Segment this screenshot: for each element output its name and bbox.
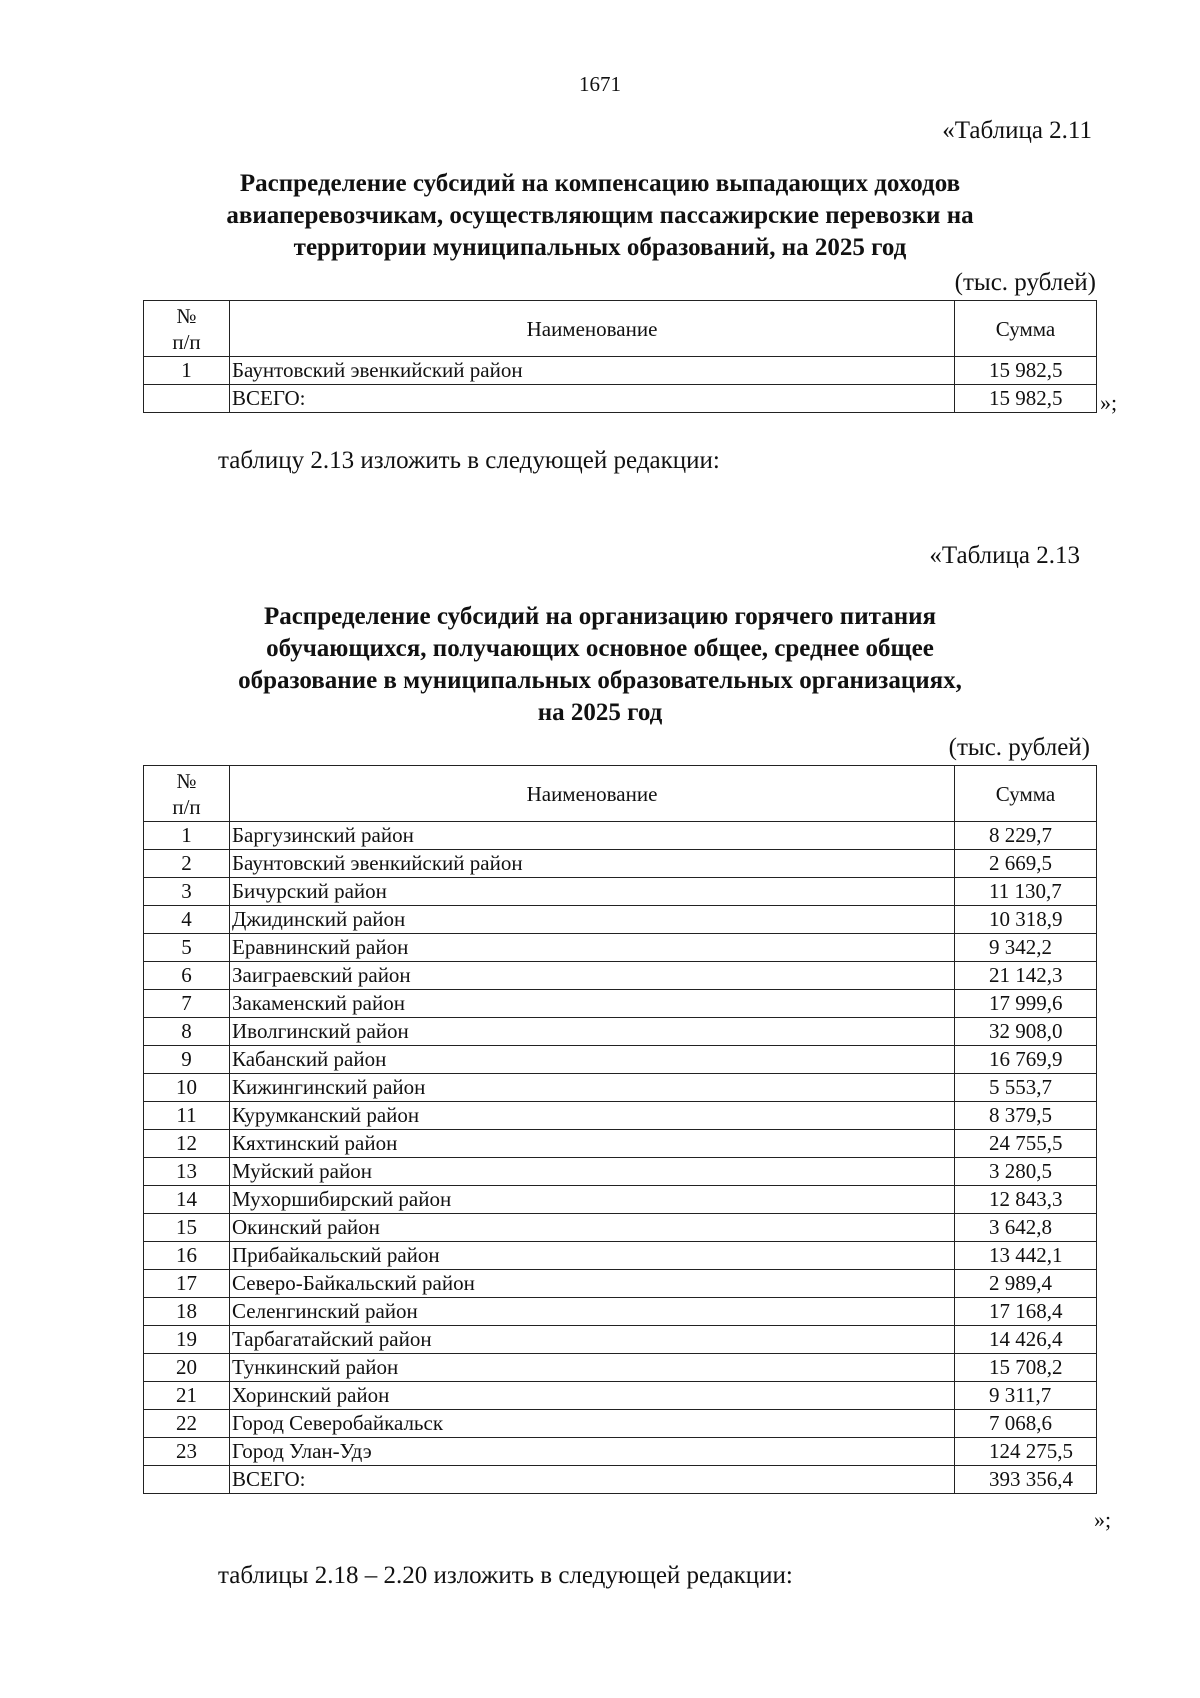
row-num: 11 (144, 1102, 230, 1130)
row-num: 3 (144, 878, 230, 906)
header-name: Наименование (230, 766, 955, 822)
row-num: 1 (144, 357, 230, 385)
table-row (144, 1298, 1097, 1326)
row-sum: 13 442,1 (955, 1242, 1097, 1270)
row-name: Курумканский район (230, 1102, 955, 1130)
row-num: 1 (144, 822, 230, 850)
row-sum: 8 229,7 (955, 822, 1097, 850)
row-name: Заиграевский район (230, 962, 955, 990)
table-row (144, 1130, 1097, 1158)
header-sum: Сумма (955, 766, 1097, 822)
table2-title-line: образование в муниципальных образовательных организациях, (238, 667, 962, 694)
table-row (144, 357, 1097, 385)
total-sum: 393 356,4 (955, 1466, 1097, 1494)
table-row (144, 934, 1097, 962)
header-num: № п/п (144, 766, 230, 822)
table1-title-line: авиаперевозчикам, осуществляющим пассажирские перевозки на (226, 202, 974, 229)
table-row (144, 1438, 1097, 1466)
table-row (144, 878, 1097, 906)
row-num: 17 (144, 1270, 230, 1298)
row-num: 20 (144, 1354, 230, 1382)
row-num: 15 (144, 1214, 230, 1242)
table-row (144, 1214, 1097, 1242)
row-sum: 14 426,4 (955, 1326, 1097, 1354)
row-name: Город Улан-Удэ (230, 1438, 955, 1466)
row-num: 6 (144, 962, 230, 990)
table2-caption: «Таблица 2.13 (929, 542, 1080, 569)
table2-title-line: на 2025 год (537, 699, 663, 726)
table-header-row (144, 301, 1097, 357)
table-row (144, 1382, 1097, 1410)
table2-units: (тыс. рублей) (948, 734, 1090, 761)
row-sum: 5 553,7 (955, 1074, 1097, 1102)
table-row (144, 1186, 1097, 1214)
table-total-row (144, 1466, 1097, 1494)
table2-title-line: Распределение субсидий на организацию горячего питания (263, 603, 937, 630)
page-number: 1671 (579, 72, 621, 96)
row-name: Кяхтинский район (230, 1130, 955, 1158)
row-num: 21 (144, 1382, 230, 1410)
table2-closing-quote: »; (1094, 1507, 1112, 1532)
table-row (144, 990, 1097, 1018)
table1-title (140, 168, 1060, 264)
row-name: Баунтовский эвенкийский район (230, 850, 955, 878)
row-sum: 8 379,5 (955, 1102, 1097, 1130)
row-name: Баунтовский эвенкийский район (230, 357, 955, 385)
paragraph-2: таблицы 2.18 – 2.20 изложить в следующей редакции: (218, 1562, 793, 1589)
table-row (144, 1410, 1097, 1438)
total-label: ВСЕГО: (230, 385, 955, 413)
row-num: 4 (144, 906, 230, 934)
table1-closing-quote: »; (1100, 390, 1118, 415)
row-num: 10 (144, 1074, 230, 1102)
table-row (144, 1018, 1097, 1046)
table-row (144, 1158, 1097, 1186)
table1-title-line: территории муниципальных образований, на 2025 год (293, 234, 907, 261)
row-name: Мухоршибирский район (230, 1186, 955, 1214)
row-name: Окинский район (230, 1214, 955, 1242)
header-num-line: № п/п (172, 303, 201, 354)
row-num: 19 (144, 1326, 230, 1354)
header-name: Наименование (230, 301, 955, 357)
table-row (144, 822, 1097, 850)
row-sum: 3 280,5 (955, 1158, 1097, 1186)
header-num (144, 301, 230, 357)
row-name: Баргузинский район (230, 822, 955, 850)
row-num: 12 (144, 1130, 230, 1158)
paragraph-1: таблицу 2.13 изложить в следующей редакции: (218, 447, 720, 474)
row-sum: 2 989,4 (955, 1270, 1097, 1298)
row-name: Хоринский район (230, 1382, 955, 1410)
table-row (144, 1242, 1097, 1270)
table-row (144, 1270, 1097, 1298)
row-num: 16 (144, 1242, 230, 1270)
row-num: 18 (144, 1298, 230, 1326)
row-name: Еравнинский район (230, 934, 955, 962)
row-sum: 16 769,9 (955, 1046, 1097, 1074)
row-num: 14 (144, 1186, 230, 1214)
row-num: 5 (144, 934, 230, 962)
row-name: Прибайкальский район (230, 1242, 955, 1270)
total-num (144, 385, 230, 413)
table1-title-line: Распределение субсидий на компенсацию выпадающих доходов (239, 170, 961, 197)
table2-title-line: обучающихся, получающих основное общее, среднее общее (266, 635, 934, 662)
row-sum: 15 708,2 (955, 1354, 1097, 1382)
table-header-row (144, 766, 1097, 822)
table-row (144, 906, 1097, 934)
table-total-row (144, 385, 1097, 413)
row-sum: 9 311,7 (955, 1382, 1097, 1410)
row-sum: 17 999,6 (955, 990, 1097, 1018)
row-name: Бичурский район (230, 878, 955, 906)
table1 (143, 300, 1097, 413)
table2-title (140, 601, 1060, 729)
row-sum: 12 843,3 (955, 1186, 1097, 1214)
row-name: Кабанский район (230, 1046, 955, 1074)
row-num: 22 (144, 1410, 230, 1438)
row-sum: 9 342,2 (955, 934, 1097, 962)
table-row (144, 1046, 1097, 1074)
table-row (144, 1326, 1097, 1354)
table-row (144, 1102, 1097, 1130)
row-num: 23 (144, 1438, 230, 1466)
table-row (144, 1074, 1097, 1102)
table2 (143, 765, 1097, 1494)
row-num: 2 (144, 850, 230, 878)
row-name: Джидинский район (230, 906, 955, 934)
row-sum: 7 068,6 (955, 1410, 1097, 1438)
row-sum: 3 642,8 (955, 1214, 1097, 1242)
row-num: 8 (144, 1018, 230, 1046)
header-sum: Сумма (955, 301, 1097, 357)
row-name: Муйский район (230, 1158, 955, 1186)
row-name: Тарбагатайский район (230, 1326, 955, 1354)
row-sum: 10 318,9 (955, 906, 1097, 934)
table-row (144, 850, 1097, 878)
table-row (144, 1354, 1097, 1382)
row-name: Тункинский район (230, 1354, 955, 1382)
row-name: Северо-Байкальский район (230, 1270, 955, 1298)
row-name: Город Северобайкальск (230, 1410, 955, 1438)
row-name: Селенгинский район (230, 1298, 955, 1326)
row-sum: 21 142,3 (955, 962, 1097, 990)
row-num: 9 (144, 1046, 230, 1074)
row-num: 13 (144, 1158, 230, 1186)
table1-caption: «Таблица 2.11 (942, 117, 1092, 144)
row-name: Кижингинский район (230, 1074, 955, 1102)
row-sum: 124 275,5 (955, 1438, 1097, 1466)
row-name: Иволгинский район (230, 1018, 955, 1046)
row-num: 7 (144, 990, 230, 1018)
row-sum: 15 982,5 (955, 357, 1097, 385)
row-sum: 17 168,4 (955, 1298, 1097, 1326)
row-name: Закаменский район (230, 990, 955, 1018)
row-sum: 11 130,7 (955, 878, 1097, 906)
total-label: ВСЕГО: (230, 1466, 955, 1494)
table1-units: (тыс. рублей) (954, 269, 1096, 296)
total-num (144, 1466, 230, 1494)
total-sum: 15 982,5 (955, 385, 1097, 413)
row-sum: 2 669,5 (955, 850, 1097, 878)
row-sum: 24 755,5 (955, 1130, 1097, 1158)
table-row (144, 962, 1097, 990)
row-sum: 32 908,0 (955, 1018, 1097, 1046)
